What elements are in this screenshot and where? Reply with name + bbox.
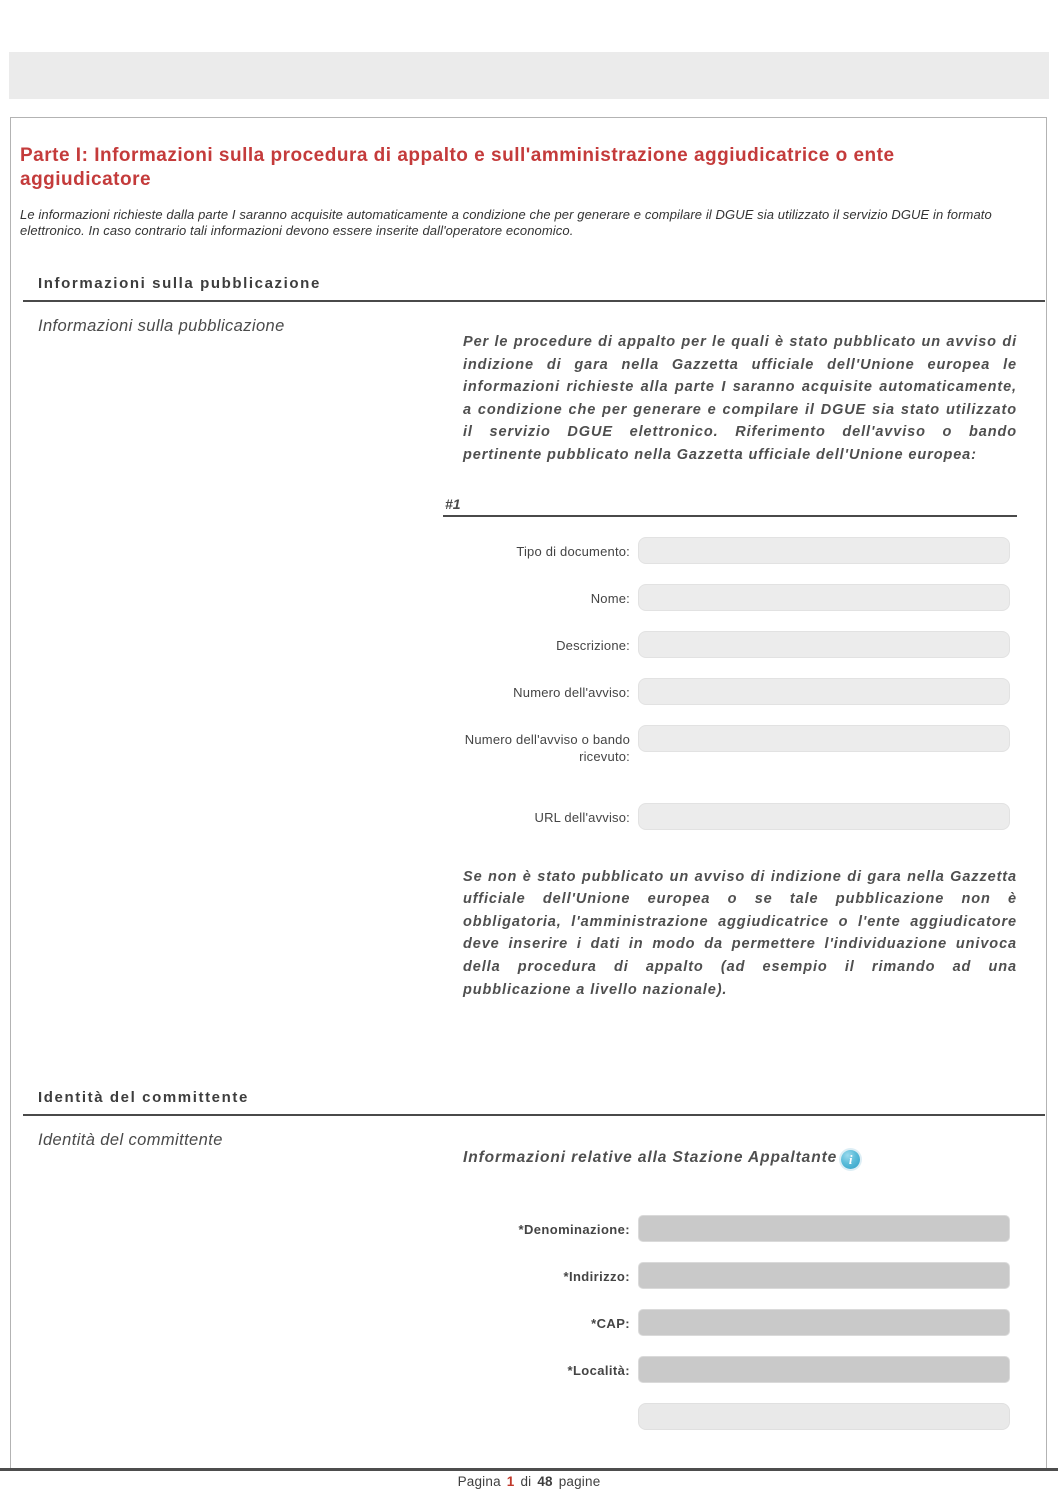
total-page-count: 48 <box>537 1474 553 1489</box>
cap-label: *CAP: <box>591 1316 630 1332</box>
form-row-localita <box>443 1356 1017 1383</box>
form-row-url-avviso <box>443 803 1017 830</box>
form-row-descrizione <box>443 631 1017 658</box>
form-row-cap <box>443 1309 1017 1336</box>
publication-description: Per le procedure di appalto per le quali è stato pubblicato un avviso di indizione di gara nella Gazzetta ufficiale dell'Unione europea le informazioni richieste alla parte I saranno acquisite automaticamente, a condizione che per generare e compilare il DGUE sia stato utilizzato il servizio DGUE elettronico. Riferimento dell'avviso o bando pertinente pubblicato nella Gazzetta ufficiale dell'Unione europea: <box>463 334 1017 463</box>
footer-divider <box>0 1468 1058 1471</box>
form-row-nome <box>443 584 1017 611</box>
cap-input[interactable] <box>638 1309 1010 1336</box>
numero-avviso-input[interactable] <box>638 678 1010 705</box>
section-divider <box>23 300 1045 302</box>
url-avviso-label: URL dell'avviso: <box>534 809 630 825</box>
of-word: di <box>520 1474 532 1489</box>
url-avviso-input[interactable] <box>638 803 1010 830</box>
pages-word: pagine <box>558 1474 601 1489</box>
nome-input[interactable] <box>638 584 1010 611</box>
section-divider <box>23 1114 1045 1116</box>
nome-label: Nome: <box>590 590 630 606</box>
left-column <box>11 315 443 336</box>
section-body-pubblicazione <box>11 315 1046 1001</box>
stazione-appaltante-title: Informazioni relative alla Stazione Appaltante <box>463 1149 838 1167</box>
tipo-documento-input[interactable] <box>638 537 1010 564</box>
form-row-numero-avviso <box>443 678 1017 705</box>
left-column <box>11 1129 443 1150</box>
form-row-next-partial <box>443 1403 1017 1430</box>
section-heading-pubblicazione: Informazioni sulla pubblicazione <box>38 275 321 292</box>
form-row-denominazione <box>443 1215 1017 1242</box>
info-icon[interactable]: i <box>841 1150 860 1169</box>
localita-label: *Località: <box>567 1363 630 1379</box>
denominazione-label: *Denominazione: <box>518 1222 630 1238</box>
side-label-committente: Identità del committente <box>38 1131 223 1150</box>
numero-avviso-label: Numero dell'avviso: <box>513 684 630 700</box>
pagination-status <box>0 1474 1058 1489</box>
right-column <box>443 1129 1017 1430</box>
right-column <box>443 315 1017 1001</box>
section-heading-committente: Identità del committente <box>38 1089 249 1107</box>
partial-field-input[interactable] <box>638 1403 1010 1430</box>
form-row-indirizzo <box>443 1262 1017 1289</box>
indirizzo-input[interactable] <box>638 1262 1010 1289</box>
tipo-documento-label: Tipo di documento: <box>516 543 630 559</box>
top-header-bar <box>9 52 1049 99</box>
intro-paragraph: Le informazioni richieste dalla parte I saranno acquisite automaticamente a condizione che per generare e compilare il DGUE sia utilizzato il servizio DGUE in formato elettronico. In caso contrario tali informazioni devono essere inserite dall'operatore economico. <box>20 207 992 238</box>
current-page-number: 1 <box>506 1474 515 1489</box>
stazione-appaltante-subheading <box>463 1147 1017 1169</box>
partial-field-label <box>443 1403 630 1409</box>
group-header-1: #1 <box>443 496 1017 517</box>
page-word: Pagina <box>457 1474 501 1489</box>
publication-note: Se non è stato pubblicato un avviso di indizione di gara nella Gazzetta ufficiale dell'Unione europea o se tale pubblicazione non è obbligatoria, l'amministrazione aggiudicatrice o l'ente aggiudicatore deve inserire i dati in modo da permettere l'individuazione univoca della procedura di appalto (ad esempio il rimando ad una pubblicazione a livello nazionale). <box>463 868 1017 998</box>
descrizione-label: Descrizione: <box>556 637 630 653</box>
form-row-numero-avviso-ricevuto <box>443 725 1017 765</box>
descrizione-input[interactable] <box>638 631 1010 658</box>
numero-avviso-ricevuto-input[interactable] <box>638 725 1010 752</box>
localita-input[interactable] <box>638 1356 1010 1383</box>
page-title: Parte I: Informazioni sulla procedura di appalto e sull'amministrazione aggiudicatrice o ente aggiudicatore <box>20 145 895 190</box>
form-page-container <box>10 117 1047 1468</box>
section-body-committente <box>11 1129 1046 1430</box>
form-row-tipo-documento <box>443 537 1017 564</box>
side-label-pubblicazione: Informazioni sulla pubblicazione <box>38 317 285 335</box>
numero-avviso-ricevuto-label: Numero dell'avviso o bando ricevuto: <box>464 731 630 764</box>
denominazione-input[interactable] <box>638 1215 1010 1242</box>
indirizzo-label: *Indirizzo: <box>563 1269 630 1285</box>
